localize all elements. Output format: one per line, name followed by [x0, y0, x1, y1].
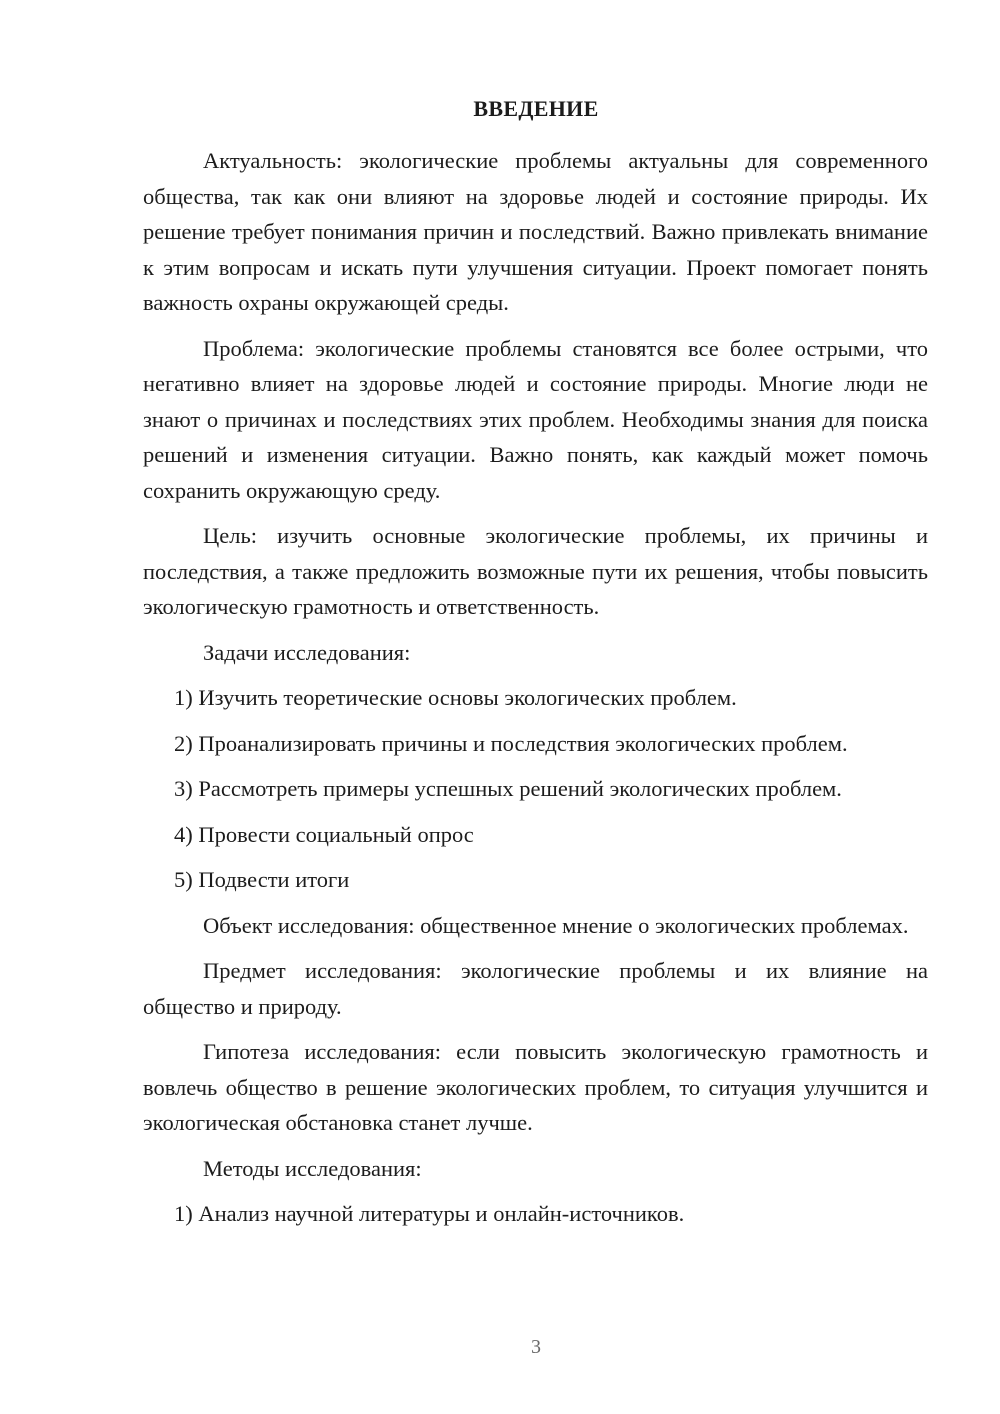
task-item: 1) Изучить теоретические основы экологических проблем. [174, 685, 737, 710]
method-item: 1) Анализ научной литературы и онлайн-источников. [174, 1201, 685, 1226]
paragraph-object: Объект исследования: общественное мнение о экологических проблемах. [203, 912, 909, 938]
task-item: 5) Подвести итоги [174, 867, 350, 892]
paragraph-problem: Проблема: экологические проблемы становятся все более острыми, что негативно влияет на здоровье людей и состояние природы. Многие люди не знают о причинах и последствиях этих проблем. Необходимы знания для поиска решений и изменения ситуации. Важно понять, как каждый может помочь сохранить окружающую среду. [143, 335, 928, 503]
paragraph-relevance: Актуальность: экологические проблемы актуальны для современного общества, так как они влияют на здоровье людей и состояние природы. Их решение требует понимания причин и последствий. Важно привлекать внимание к этим вопросам и искать пути улучшения ситуации. Проект помогает понять важность охраны окружающей среды. [143, 148, 928, 315]
tasks-label: Задачи исследования: [203, 639, 411, 665]
task-item: 2) Проанализировать причины и последствия экологических проблем. [174, 730, 848, 756]
paragraph-subject: Предмет исследования: экологические проблемы и их влияние на общество и природу. [143, 958, 928, 1019]
page-title: ВВЕДЕНИЕ [473, 96, 599, 121]
paragraph-hypothesis: Гипотеза исследования: если повысить экологическую грамотность и вовлечь общество в решение экологических проблем, то ситуация улучшится и экологическая обстановка станет лучше. [143, 1039, 928, 1135]
task-item: 3) Рассмотреть примеры успешных решений экологических проблем. [174, 776, 842, 801]
methods-label: Методы исследования: [203, 1155, 422, 1181]
task-item: 4) Провести социальный опрос [174, 821, 474, 847]
page-number: 3 [531, 1336, 541, 1358]
document-body [143, 143, 928, 1242]
paragraph-goal: Цель: изучить основные экологические проблемы, их причины и последствия, а также предложить возможные пути их решения, чтобы повысить экологическую грамотность и ответственность. [143, 523, 928, 619]
